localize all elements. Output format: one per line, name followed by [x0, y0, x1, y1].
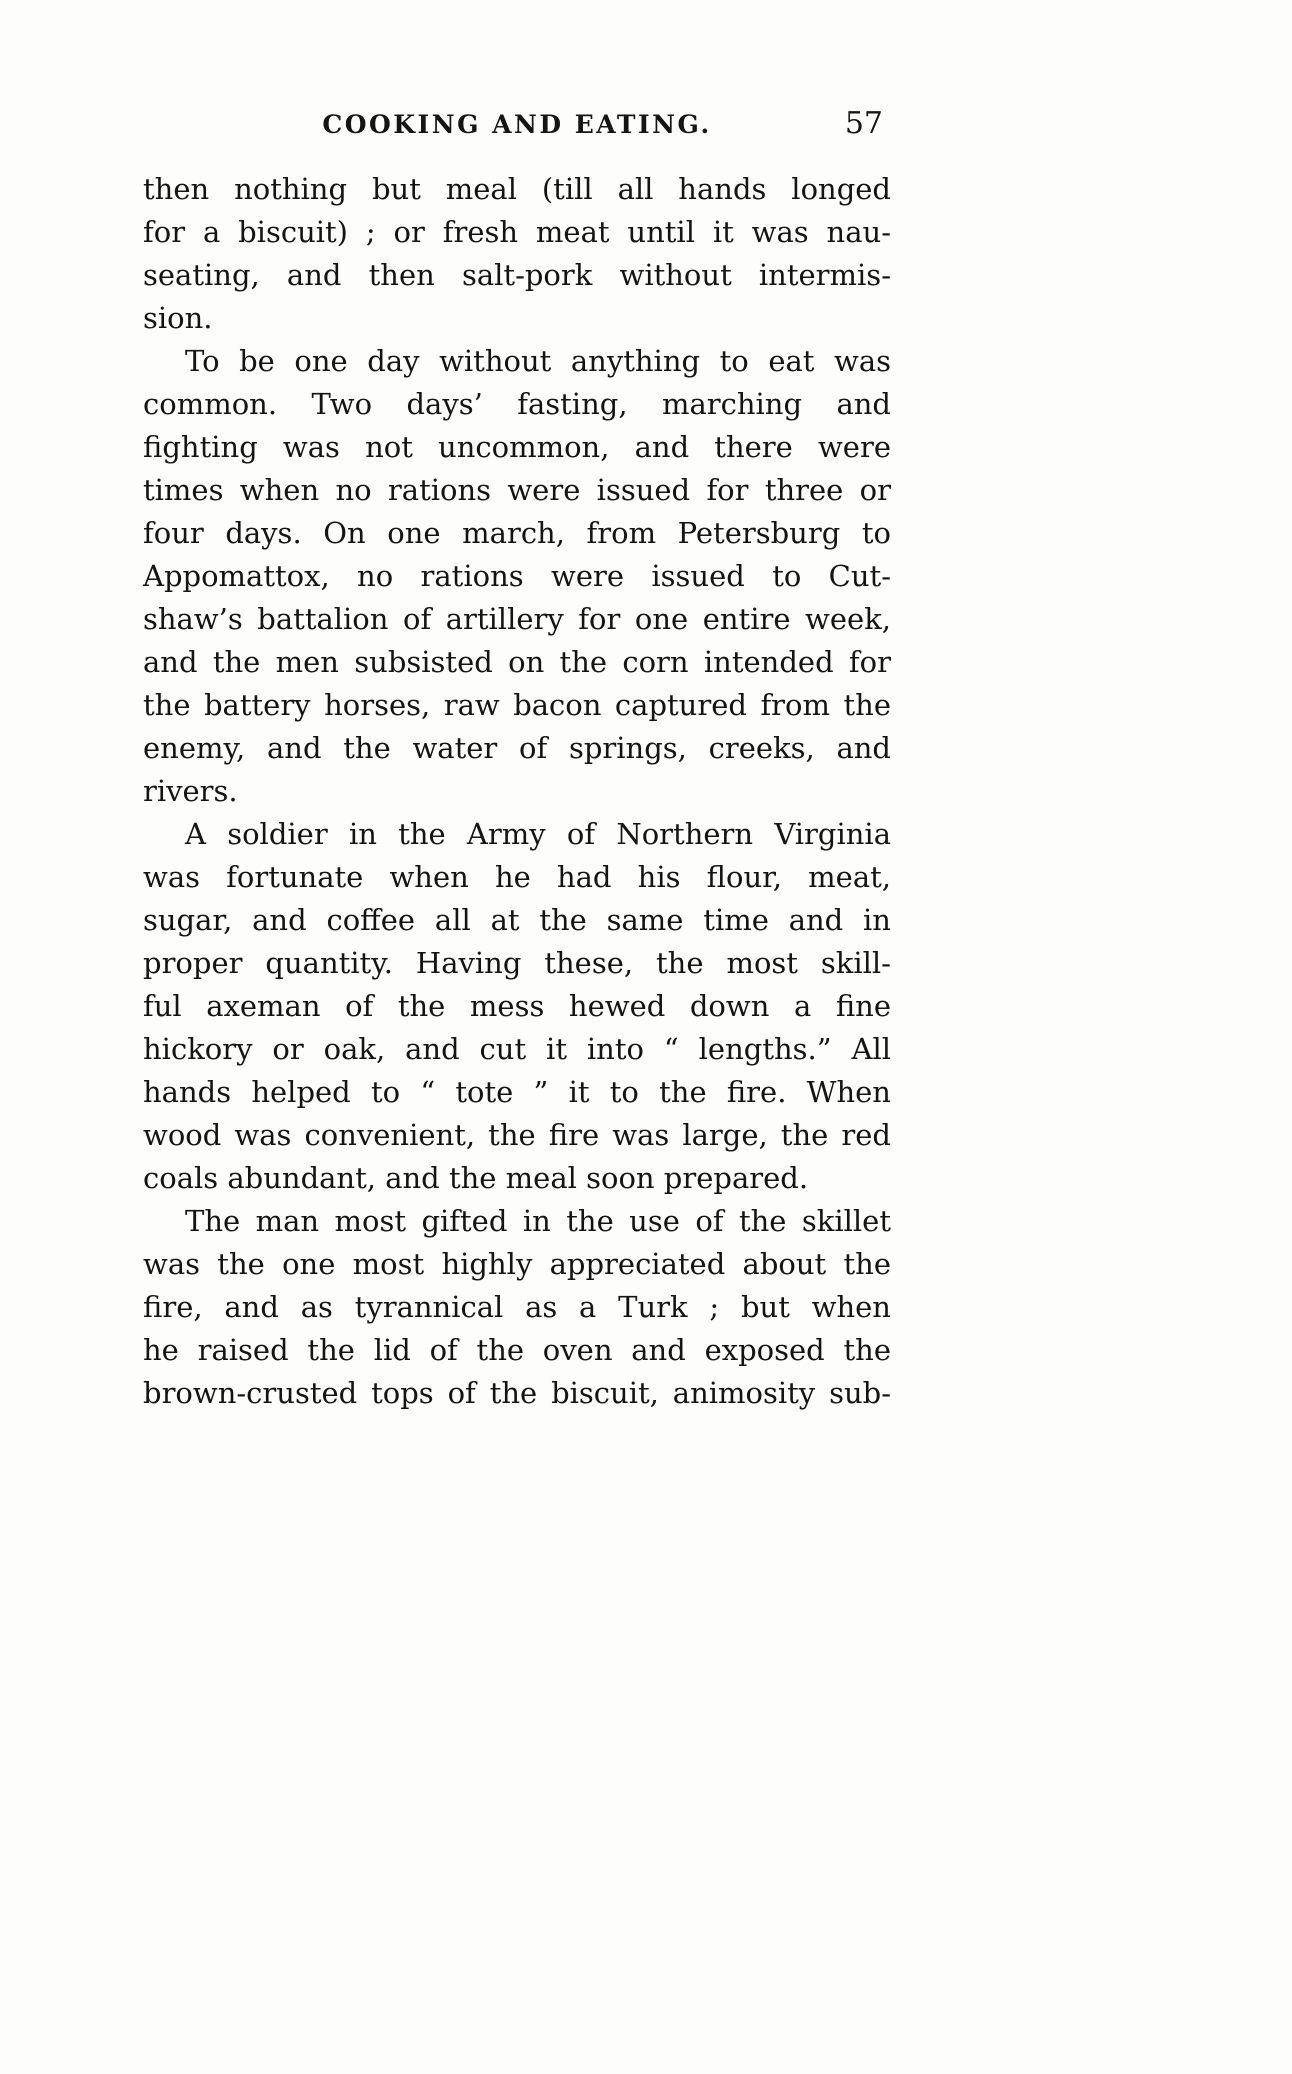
page-header-title: COOKING AND EATING. — [322, 110, 712, 139]
text-line: enemy, and the water of springs, creeks, and — [143, 731, 891, 765]
text-line: fire, and as tyrannical as a Turk ; but when — [143, 1290, 891, 1324]
page-body — [143, 168, 891, 1415]
text-line: was fortunate when he had his flour, meat, — [143, 860, 891, 894]
text-line: was the one most highly appreciated about the — [143, 1247, 891, 1281]
text-line: hands helped to “ tote ” it to the fire. When — [143, 1075, 891, 1109]
text-line: To be one day without anything to eat was — [185, 344, 891, 378]
text-line: rivers. — [143, 774, 238, 808]
text-line: proper quantity. Having these, the most skill- — [143, 946, 891, 980]
text-line: ful axeman of the mess hewed down a fine — [143, 989, 891, 1023]
paragraph — [143, 168, 891, 340]
text-column — [143, 106, 891, 1415]
text-line: for a biscuit) ; or fresh meat until it was nau- — [143, 215, 891, 249]
paragraph — [143, 340, 891, 813]
text-line: brown-crusted tops of the biscuit, animosity sub- — [143, 1376, 891, 1410]
text-line: times when no rations were issued for three or — [143, 473, 891, 507]
text-line: The man most gifted in the use of the skillet — [185, 1204, 891, 1238]
text-line: sion. — [143, 301, 213, 335]
text-line: seating, and then salt-pork without intermis- — [143, 258, 891, 292]
page-number: 57 — [844, 106, 883, 141]
running-header — [143, 106, 891, 146]
text-line: four days. On one march, from Petersburg to — [143, 516, 891, 550]
text-line: common. Two days’ fasting, marching and — [143, 387, 891, 421]
text-line: he raised the lid of the oven and exposed the — [143, 1333, 891, 1367]
text-line: the battery horses, raw bacon captured from the — [143, 688, 891, 722]
paragraph — [143, 813, 891, 1200]
text-line: wood was convenient, the fire was large, the red — [143, 1118, 891, 1152]
text-line: and the men subsisted on the corn intended for — [143, 645, 891, 679]
text-line: Appomattox, no rations were issued to Cut- — [143, 559, 891, 593]
text-line: shaw’s battalion of artillery for one entire week, — [143, 602, 891, 636]
text-line: sugar, and coffee all at the same time and in — [143, 903, 891, 937]
paragraph — [143, 1200, 891, 1415]
text-line: fighting was not uncommon, and there were — [143, 430, 891, 464]
text-line: then nothing but meal (till all hands longed — [143, 172, 891, 206]
text-line: hickory or oak, and cut it into “ lengths.” All — [143, 1032, 891, 1066]
text-line: A soldier in the Army of Northern Virginia — [185, 817, 891, 851]
text-line: coals abundant, and the meal soon prepared. — [143, 1161, 809, 1195]
